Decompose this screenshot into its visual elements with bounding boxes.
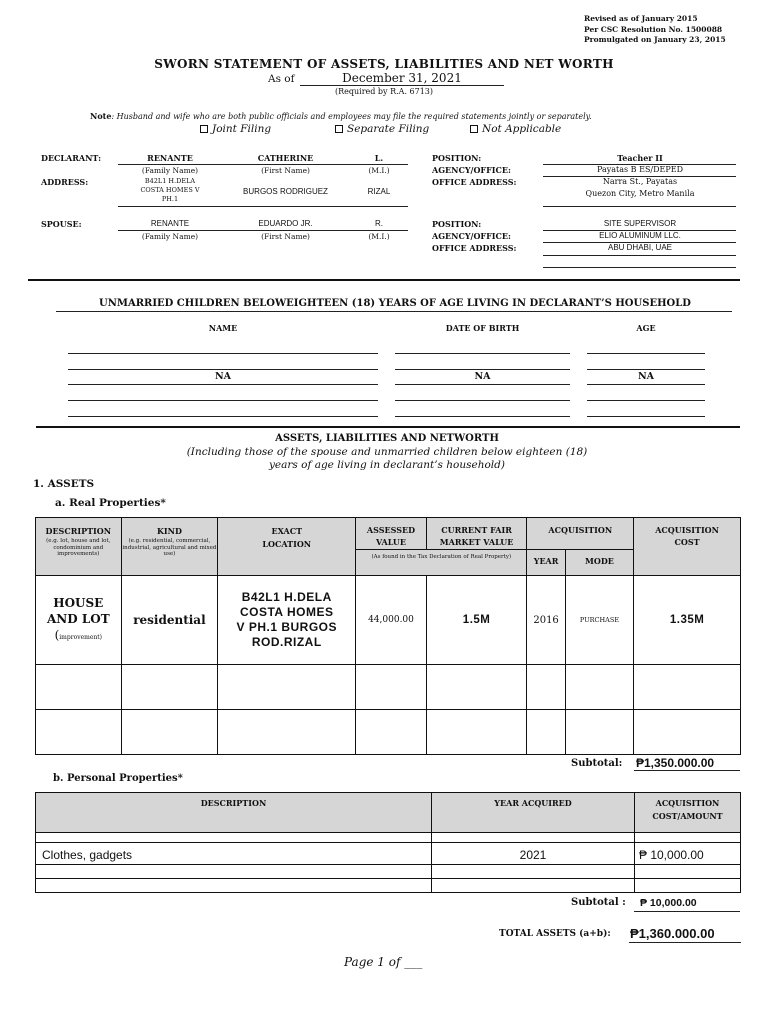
year-header bbox=[527, 550, 565, 576]
location-header bbox=[218, 518, 356, 576]
child-row-line bbox=[587, 369, 705, 370]
spouse-first-name[interactable]: EDUARDO JR. bbox=[258, 219, 313, 228]
revision-note bbox=[584, 14, 734, 46]
empty-cell[interactable] bbox=[36, 865, 432, 879]
as-of-label: As of bbox=[268, 73, 295, 85]
child-dob-value[interactable]: NA bbox=[474, 371, 491, 382]
row-description[interactable] bbox=[36, 576, 122, 665]
child-row-line bbox=[395, 384, 570, 385]
child-row-line bbox=[68, 369, 378, 370]
mode-value: PURCHASE bbox=[579, 616, 620, 624]
children-section-title: UNMARRIED CHILDREN BELOWEIGHTEEN (18) YEARS OF AGE LIVING IN DECLARANT’S HOUSEHOLD bbox=[99, 298, 691, 309]
year-value: 2016 bbox=[533, 614, 559, 626]
empty-cell[interactable] bbox=[635, 833, 741, 843]
cost-value: 1.35M bbox=[669, 614, 705, 626]
empty-cell[interactable] bbox=[565, 710, 633, 755]
empty-cell[interactable] bbox=[432, 833, 635, 843]
personal-properties-table bbox=[35, 792, 741, 893]
empty-cell[interactable] bbox=[121, 665, 218, 710]
aln-title: ASSETS, LIABILITIES AND NETWORTH bbox=[275, 433, 499, 444]
row-location[interactable] bbox=[218, 576, 356, 665]
personal-desc-cell[interactable] bbox=[36, 843, 432, 865]
personal-cost-cell[interactable] bbox=[635, 843, 741, 865]
table-row bbox=[36, 843, 741, 865]
cost-header-label: ACQUISITION bbox=[655, 525, 719, 535]
row-assessed[interactable] bbox=[356, 576, 427, 665]
address-line: B42L1 H.DELA bbox=[144, 177, 196, 185]
empty-cell[interactable] bbox=[218, 710, 356, 755]
personal-year-value: 2021 bbox=[519, 848, 547, 862]
address-line: COSTA HOMES V bbox=[140, 186, 200, 194]
personal-desc-value: Clothes, gadgets bbox=[42, 848, 133, 862]
spouse-position-label: POSITION: bbox=[432, 219, 482, 229]
assessed-header-label-2: VALUE bbox=[375, 537, 407, 547]
joint-filing-label: Joint Filing bbox=[212, 123, 272, 135]
empty-cell[interactable] bbox=[356, 665, 427, 710]
spouse-office-label: OFFICE ADDRESS: bbox=[432, 243, 517, 253]
empty-cell[interactable] bbox=[635, 865, 741, 879]
row-cost[interactable] bbox=[634, 576, 741, 665]
market-header-label-2: MARKET VALUE bbox=[439, 537, 514, 547]
row-kind[interactable] bbox=[121, 576, 218, 665]
acquisition-header-label: ACQUISITION bbox=[548, 525, 613, 535]
declarant-office-address-2[interactable]: Quezon City, Metro Manila bbox=[585, 189, 695, 198]
family-name-caption: (Family Name) bbox=[141, 232, 199, 241]
real-subtotal-label: Subtotal: bbox=[571, 758, 623, 769]
checkbox-icon[interactable] bbox=[200, 125, 208, 133]
family-name-caption: (Family Name) bbox=[141, 166, 199, 175]
kind-header-hint: (e.g. residential, commercial, industrial, agricultural and mixed use) bbox=[122, 538, 217, 557]
spouse-office-address[interactable]: ABU DHABI, UAE bbox=[607, 243, 672, 252]
total-assets-line bbox=[629, 942, 741, 943]
child-row-line bbox=[395, 353, 570, 354]
not-applicable-option[interactable] bbox=[470, 123, 561, 135]
revision-line: Revised as of January 2015 bbox=[584, 14, 698, 23]
declarant-first-name[interactable]: CATHERINE bbox=[257, 153, 314, 163]
child-row-line bbox=[68, 416, 378, 417]
revision-line: Per CSC Resolution No. 1500088 bbox=[584, 24, 723, 34]
child-row-line bbox=[587, 416, 705, 417]
market-value: 1.5M bbox=[462, 614, 491, 626]
real-subtotal-value[interactable]: ₱1,350.000.00 bbox=[636, 756, 715, 770]
empty-cell[interactable] bbox=[356, 710, 427, 755]
table-row bbox=[36, 879, 741, 893]
personal-subtotal-line bbox=[634, 911, 740, 912]
cost-header-label-2: COST bbox=[674, 537, 700, 547]
address-line: PH.1 bbox=[161, 195, 179, 203]
address-line-rule bbox=[118, 206, 408, 207]
row-year[interactable] bbox=[527, 576, 565, 665]
spouse-agency-label: AGENCY/OFFICE: bbox=[432, 231, 511, 241]
declarant-mi[interactable]: L. bbox=[374, 153, 384, 163]
section-divider bbox=[36, 426, 740, 428]
declarant-family-name[interactable]: RENANTE bbox=[147, 153, 193, 163]
child-name-value[interactable]: NA bbox=[214, 371, 232, 382]
spouse-mi[interactable]: R. bbox=[375, 219, 383, 228]
agency-label: AGENCY/OFFICE: bbox=[432, 165, 511, 175]
separate-filing-label: Separate Filing bbox=[347, 123, 430, 135]
kind-header bbox=[121, 518, 218, 576]
personal-subtotal-value[interactable]: ₱ 10,000.00 bbox=[640, 897, 697, 909]
assets-heading: 1. ASSETS bbox=[33, 478, 95, 490]
document-title: SWORN STATEMENT OF ASSETS, LIABILITIES AND NET WORTH bbox=[154, 57, 614, 71]
description-line: AND LOT bbox=[46, 612, 110, 626]
revision-line: Promulgated on January 23, 2015 bbox=[584, 35, 726, 44]
position-label: POSITION: bbox=[432, 153, 482, 163]
spouse-office-line-2 bbox=[543, 267, 736, 268]
office-line bbox=[543, 206, 736, 207]
market-header bbox=[426, 518, 527, 550]
empty-cell[interactable] bbox=[426, 665, 527, 710]
child-name-header: NAME bbox=[208, 323, 238, 333]
real-subtotal-line bbox=[634, 770, 740, 771]
declarant-office-address-1[interactable]: Narra St., Payatas bbox=[602, 177, 678, 186]
personal-cost-header-label-2: COST/AMOUNT bbox=[652, 811, 723, 821]
location-header-label-2: LOCATION bbox=[262, 539, 312, 549]
empty-cell[interactable] bbox=[218, 665, 356, 710]
empty-cell[interactable] bbox=[527, 665, 565, 710]
aln-subtitle-2: years of age living in declarant’s household) bbox=[269, 459, 505, 471]
spouse-agency[interactable]: ELIO ALUMINUM LLC. bbox=[599, 231, 681, 240]
location-header-label: EXACT bbox=[271, 526, 303, 536]
tax-declaration-note-text: (As found in the Tax Declaration of Real Property) bbox=[371, 554, 512, 560]
spouse-position[interactable]: SITE SUPERVISOR bbox=[603, 219, 677, 228]
empty-cell[interactable] bbox=[565, 665, 633, 710]
not-applicable-label: Not Applicable bbox=[482, 123, 562, 135]
row-market[interactable] bbox=[426, 576, 527, 665]
personal-year-cell[interactable] bbox=[432, 843, 635, 865]
empty-cell[interactable] bbox=[36, 665, 122, 710]
checkbox-icon[interactable] bbox=[335, 125, 343, 133]
year-header-label: YEAR bbox=[533, 556, 559, 566]
mi-caption: (M.I.) bbox=[368, 166, 390, 175]
declarant-label: DECLARANT: bbox=[41, 153, 102, 163]
location-line: B42L1 H.DELA bbox=[241, 590, 332, 604]
child-dob-header: DATE OF BIRTH bbox=[445, 323, 520, 333]
personal-properties-heading: b. Personal Properties* bbox=[53, 773, 183, 784]
declarant-agency[interactable]: Payatas B ES/DEPED bbox=[596, 165, 684, 174]
market-header-label: CURRENT FAIR bbox=[441, 525, 512, 535]
real-properties-table bbox=[35, 517, 741, 755]
table-row bbox=[36, 665, 741, 710]
child-age-value[interactable]: NA bbox=[637, 371, 655, 382]
personal-cost-header bbox=[635, 793, 741, 833]
address-label: ADDRESS: bbox=[41, 177, 89, 187]
empty-cell[interactable] bbox=[36, 833, 432, 843]
declarant-address[interactable] bbox=[120, 177, 220, 204]
declarant-address-province[interactable]: RIZAL bbox=[367, 187, 391, 196]
empty-cell[interactable] bbox=[426, 710, 527, 755]
note bbox=[90, 111, 592, 121]
location-line: COSTA HOMES bbox=[239, 605, 334, 619]
desc-header bbox=[36, 518, 122, 576]
note-label: Note bbox=[90, 111, 112, 121]
as-of-date[interactable]: December 31, 2021 bbox=[342, 71, 462, 85]
section-divider bbox=[28, 279, 740, 281]
declarant-address-street[interactable]: BURGOS RODRIGUEZ bbox=[243, 187, 328, 196]
personal-cost-value: ₱ 10,000.00 bbox=[639, 848, 704, 862]
kind-header-label: KIND bbox=[156, 526, 182, 536]
checkbox-icon[interactable] bbox=[470, 125, 478, 133]
location-line: ROD.RIZAL bbox=[251, 635, 322, 649]
required-by: (Required by R.A. 6713) bbox=[334, 87, 434, 96]
tax-declaration-note bbox=[356, 550, 527, 576]
empty-cell[interactable] bbox=[36, 879, 432, 893]
child-row-line bbox=[68, 353, 378, 354]
spouse-label: SPOUSE: bbox=[41, 219, 82, 229]
empty-cell[interactable] bbox=[121, 710, 218, 755]
mode-header-label: MODE bbox=[585, 556, 614, 566]
spouse-office-line bbox=[543, 255, 736, 256]
personal-cost-header-label: ACQUISITION bbox=[655, 798, 720, 808]
empty-cell[interactable] bbox=[527, 710, 565, 755]
child-row-line bbox=[587, 353, 705, 354]
child-row-line bbox=[587, 384, 705, 385]
declarant-position[interactable]: Teacher II bbox=[617, 153, 663, 163]
personal-subtotal-label: Subtotal : bbox=[571, 897, 626, 908]
description-improvement: improvement) bbox=[59, 634, 102, 641]
empty-cell[interactable] bbox=[634, 710, 741, 755]
child-row-line bbox=[395, 416, 570, 417]
row-mode[interactable] bbox=[565, 576, 633, 665]
personal-year-header bbox=[432, 793, 635, 833]
location-line: V PH.1 BURGOS bbox=[236, 620, 338, 634]
description-line: HOUSE bbox=[53, 596, 104, 610]
spouse-name-line bbox=[118, 230, 408, 231]
mode-header bbox=[565, 550, 633, 576]
assessed-value: 44,000.00 bbox=[368, 615, 414, 625]
empty-cell[interactable] bbox=[36, 710, 122, 755]
cost-header bbox=[634, 518, 741, 576]
spouse-family-name[interactable]: RENANTE bbox=[150, 219, 190, 228]
kind-value: residential bbox=[133, 613, 206, 627]
child-row-line bbox=[395, 369, 570, 370]
empty-cell[interactable] bbox=[635, 879, 741, 893]
children-title-underline bbox=[56, 311, 732, 312]
acquisition-header bbox=[527, 518, 634, 550]
personal-year-header-label: YEAR ACQUIRED bbox=[494, 798, 572, 808]
desc-header-hint: (e.g. lot, house and lot, condominium and improvements) bbox=[46, 538, 111, 557]
note-text: : Husband and wife who are both public officials and employees may file the required statements jointly or separately. bbox=[111, 112, 592, 121]
table-row bbox=[36, 710, 741, 755]
child-row-line bbox=[587, 400, 705, 401]
desc-header-label: DESCRIPTION bbox=[45, 526, 112, 536]
office-address-label: OFFICE ADDRESS: bbox=[432, 177, 517, 187]
description-paren: ( bbox=[54, 628, 60, 642]
table-row bbox=[36, 576, 741, 665]
joint-filing-option[interactable] bbox=[200, 123, 271, 135]
table-row bbox=[36, 865, 741, 879]
child-row-line bbox=[395, 400, 570, 401]
total-assets-label: TOTAL ASSETS (a+b): bbox=[499, 929, 611, 939]
child-row-line bbox=[68, 384, 378, 385]
aln-subtitle-1: (Including those of the spouse and unmarried children below eighteen (18) bbox=[186, 446, 588, 458]
personal-desc-header bbox=[36, 793, 432, 833]
empty-cell[interactable] bbox=[634, 665, 741, 710]
personal-desc-header-label: DESCRIPTION bbox=[200, 798, 267, 808]
assessed-header bbox=[356, 518, 427, 550]
real-properties-heading: a. Real Properties* bbox=[55, 497, 166, 509]
first-name-caption: (First Name) bbox=[261, 166, 310, 175]
assessed-header-label: ASSESSED bbox=[366, 525, 416, 535]
mi-caption: (M.I.) bbox=[368, 232, 390, 241]
as-of-underline bbox=[300, 85, 504, 86]
child-row-line bbox=[68, 400, 378, 401]
child-age-header: AGE bbox=[636, 323, 656, 333]
table-row bbox=[36, 833, 741, 843]
declarant-name-line bbox=[118, 164, 408, 165]
first-name-caption: (First Name) bbox=[261, 232, 310, 241]
page-number: Page 1 of ___ bbox=[344, 955, 423, 969]
empty-cell[interactable] bbox=[432, 879, 635, 893]
total-assets-value[interactable]: ₱1,360.000.00 bbox=[630, 926, 715, 941]
separate-filing-option[interactable] bbox=[335, 123, 429, 135]
empty-cell[interactable] bbox=[432, 865, 635, 879]
